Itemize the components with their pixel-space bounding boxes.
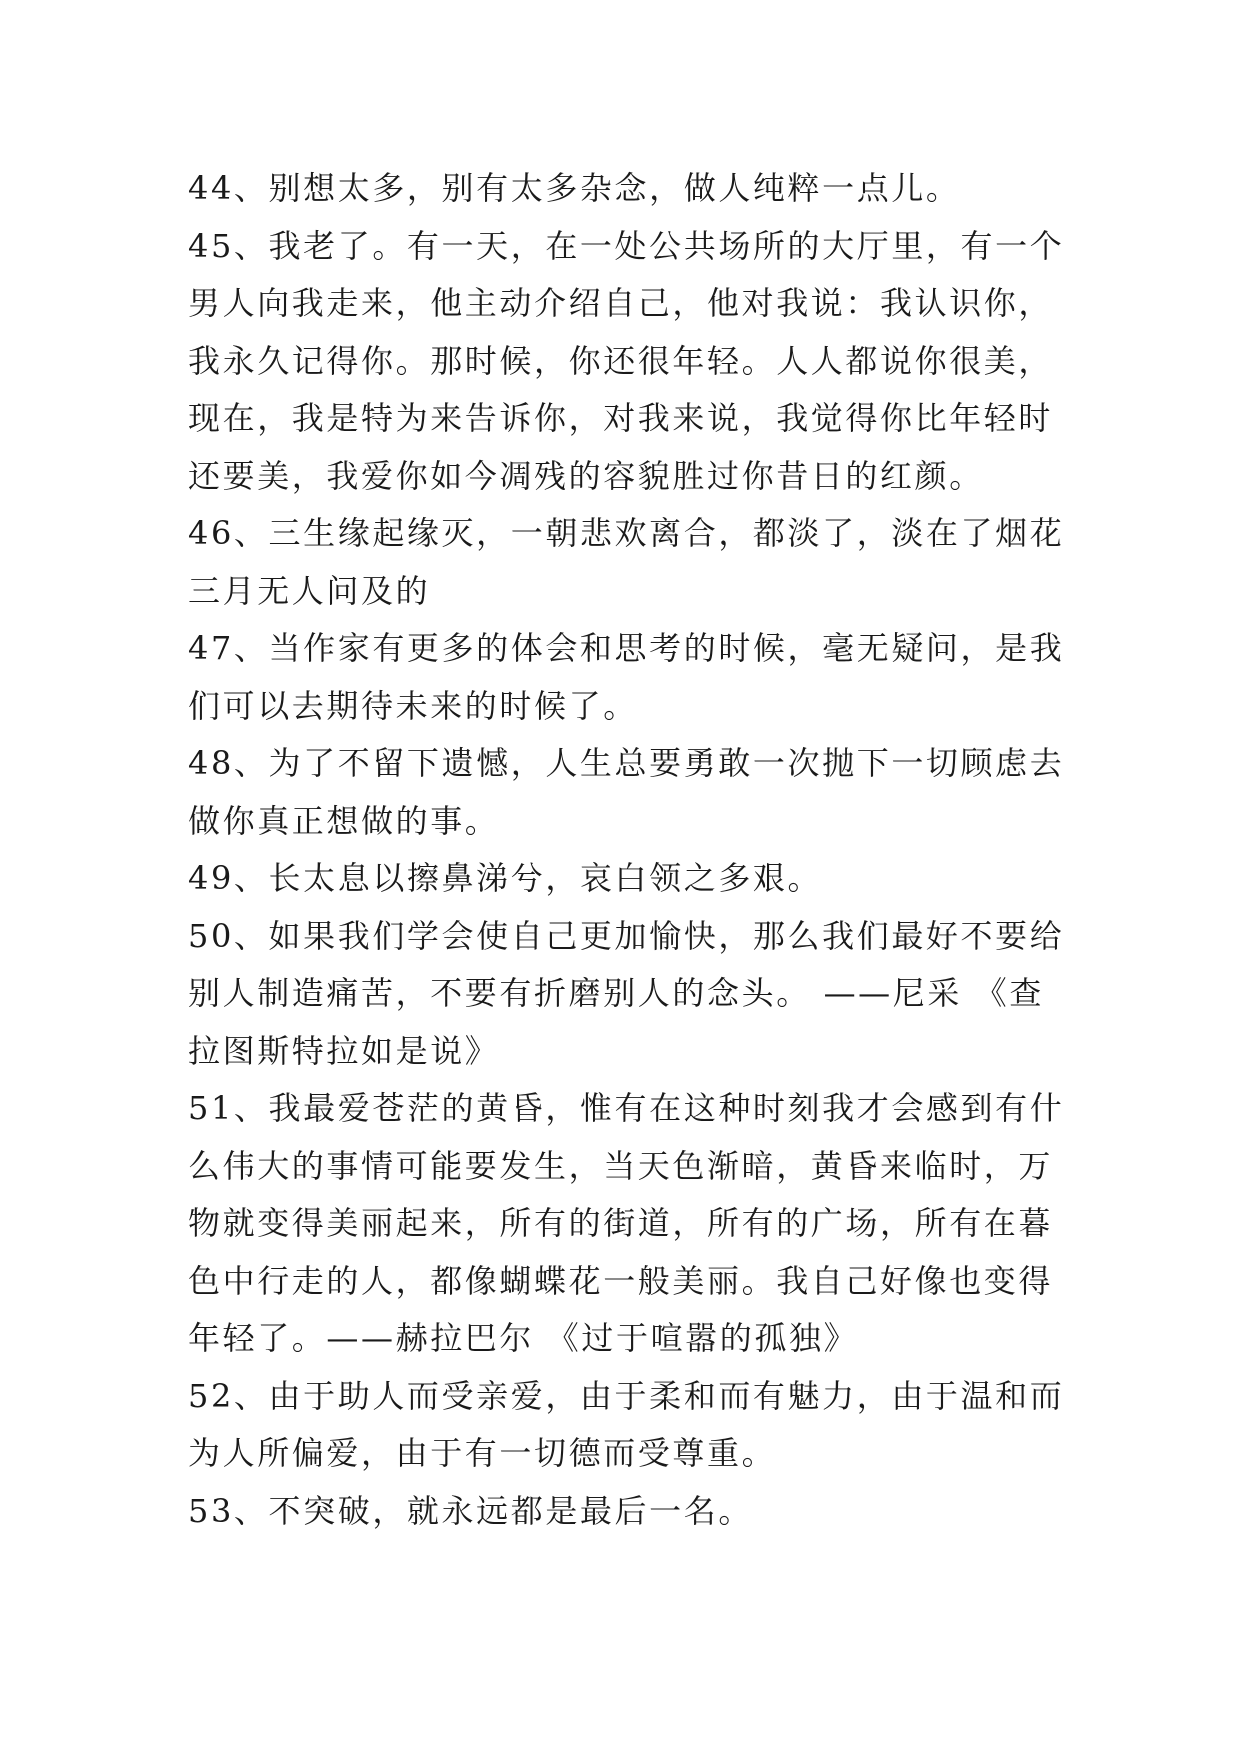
quote-entry-53: 53、不突破，就永远都是最后一名。 — [188, 1491, 753, 1530]
quote-entry-48: 48、为了不留下遗憾，人生总要勇敢一次抛下一切顾虑去做你真正想做的事。 — [188, 744, 1065, 840]
quote-entry-44: 44、别想太多，别有太多杂念，做人纯粹一点儿。 — [188, 169, 961, 207]
quote-entry-46: 46、三生缘起缘灭，一朝悲欢离合，都淡了，淡在了烟花三月无人问及的 — [188, 514, 1065, 610]
quote-entry-52: 52、由于助人而受亲爱，由于柔和而有魅力，由于温和而为人所偏爱，由于有一切德而受尊重。 — [188, 1376, 1065, 1472]
quote-entry-47: 47、当作家有更多的体会和思考的时候，毫无疑问，是我们可以去期待未来的时候了。 — [188, 629, 1065, 725]
quote-entry-51: 51、我最爱苍茫的黄昏，惟有在这种时刻我才会感到有什么伟大的事情可能要发生，当天色渐暗，黄昏来临时，万物就变得美丽起来，所有的街道，所有的广场，所有在暮色中行走的人，都像蝴蝶花一般美丽。我自己好像也变得年轻了。——赫拉巴尔 《过于喧嚣的孤独》 — [188, 1089, 1065, 1357]
quote-entry-49: 49、长太息以擦鼻涕兮，哀白领之多艰。 — [188, 859, 823, 897]
document-body — [188, 160, 1068, 1540]
quote-entry-50: 50、如果我们学会使自己更加愉快，那么我们最好不要给别人制造痛苦，不要有折磨别人的念头。 ——尼采 《查拉图斯特拉如是说》 — [188, 916, 1065, 1070]
quote-entry-45: 45、我老了。有一天，在一处公共场所的大厅里，有一个男人向我走来，他主动介绍自己，他对我说：我认识你，我永久记得你。那时候，你还很年轻。人人都说你很美，现在，我是特为来告诉你，对我来说，我觉得你比年轻时还要美，我爱你如今凋残的容貌胜过你昔日的红颜。 — [188, 226, 1065, 495]
